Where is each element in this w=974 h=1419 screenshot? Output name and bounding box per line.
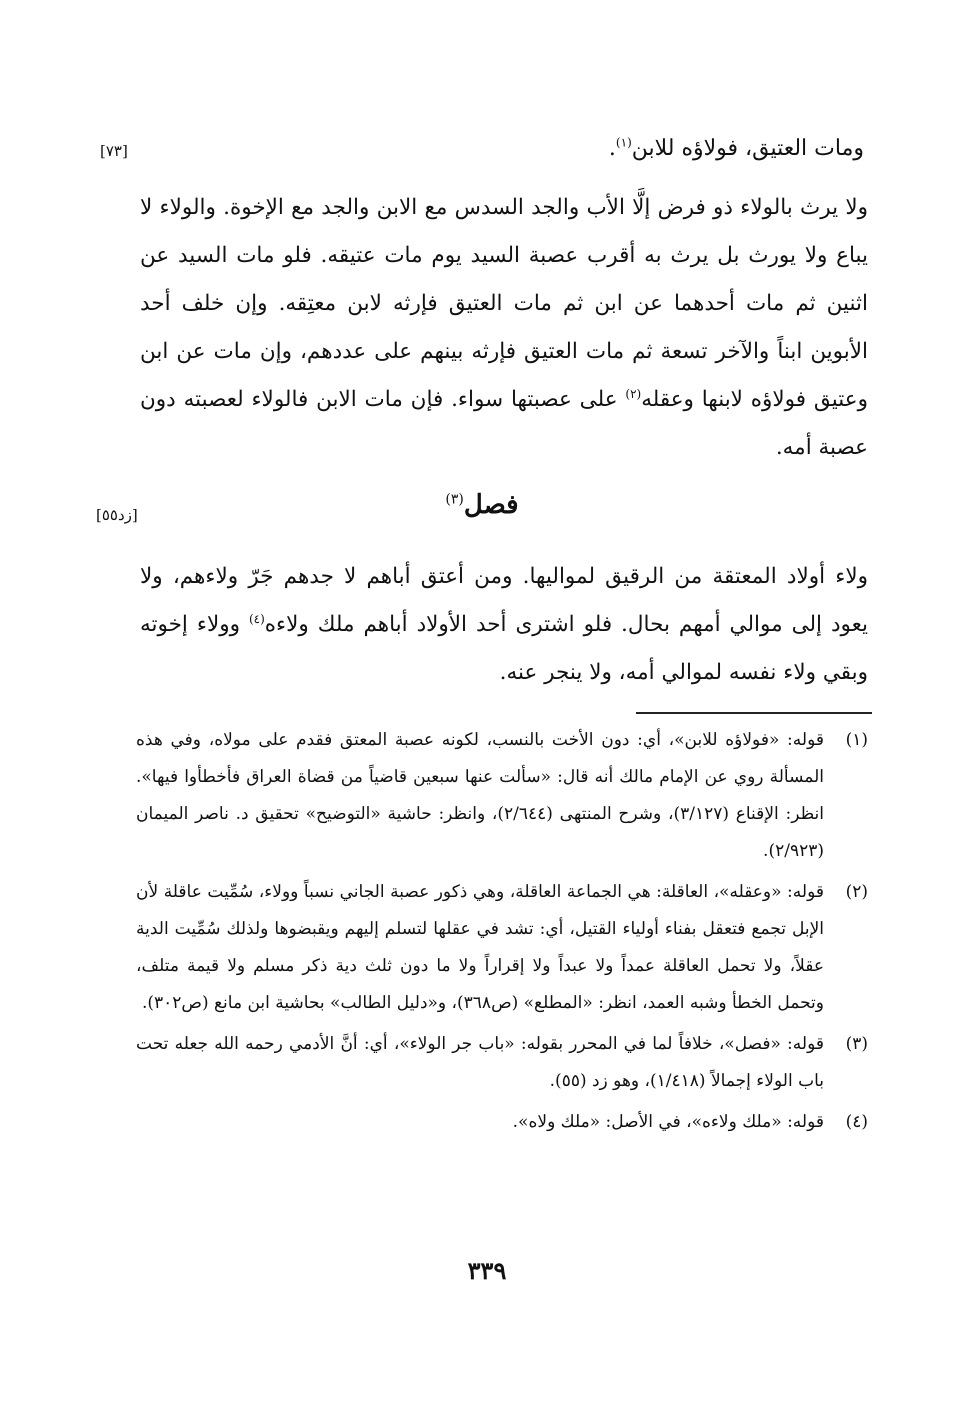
margin-reference-73: [٧٣] [100, 142, 128, 160]
footnote-3 [136, 1026, 868, 1100]
paragraph-wala-children [140, 553, 868, 697]
footnote-ref-1[interactable]: (١) [615, 135, 632, 150]
footnote-number: (٣) [845, 1034, 868, 1054]
paragraph2-text-end: وولاء إخوته وبقي ولاء نفسه لموالي أمه، ولا ينجر عنه. [140, 612, 868, 685]
footnote-2 [136, 874, 868, 1022]
footnote-ref-4[interactable]: (٤) [248, 611, 265, 626]
footnote-number: (٤) [845, 1112, 868, 1132]
section-heading-text: فصل [463, 490, 519, 520]
page-number: ٣٣٩ [467, 1256, 507, 1285]
paragraph1-text-end: على عصبتها سواء. فإن مات الابن فالولاء لعصبته دون عصبة أمه. [140, 387, 868, 460]
first-line [609, 136, 864, 161]
top-line-row [100, 136, 864, 176]
paragraph-wala-inheritance [140, 184, 868, 472]
footnote-number: (١) [845, 730, 868, 750]
paragraph1-text: ولا يرث بالولاء ذو فرض إلَّا الأب والجد السدس مع الابن والجد مع الإخوة. والولاء لا يباع ولا يورث بل يرث به أقرب عصبة السيد يوم مات عتيقه. فلو مات السيد عن اثنين ثم مات أحدهما عن ابن ثم مات العتيق فإرثه لابن معتِقه. وإن خلف أحد الأبوين ابناً والآخر تسعة ثم مات العتيق فإرثه بينهم على عددهم، وإن مات عن ابن وعتيق فولاؤه لابنها وعقله [140, 195, 868, 412]
footnote-text: قوله: «فولاؤه للابن»، أي: دون الأخت بالنسب، لكونه عصبة المعتق فقدم على مولاه، وفي هذه المسألة روي عن الإمام مالك أنه قال: «سألت عنها سبعين قاضياً من قضاة العراق فأخطأوا فيها». انظر: الإقناع (٣/١٢٧)، وشرح المنتهى (٢/٦٤٤)، وانظر: حاشية «التوضيح» تحقيق د. ناصر الميمان (٢/٩٢٣). [136, 730, 824, 861]
footnote-text: قوله: «فصل»، خلافاً لما في المحرر بقوله: «باب جر الولاء»، أي: أنَّ الأدمي رحمه الله جعله تحت باب الولاء إجمالاً (١/٤١٨)، وهو زد (٥٥). [136, 1034, 824, 1091]
section-heading-row [96, 490, 868, 538]
footnote-number: (٢) [845, 882, 868, 902]
margin-reference-zd55: [زد٥٥] [96, 506, 138, 524]
footnote-separator [636, 712, 872, 714]
first-line-end: . [608, 136, 616, 161]
first-line-text: ومات العتيق، فولاؤه للابن [631, 136, 864, 161]
footnotes [136, 722, 868, 1145]
footnote-4 [136, 1104, 868, 1141]
paragraph2-text: ولاء أولاد المعتقة من الرقيق لمواليها. ومن أعتق أباهم لا جدهم جَرّ ولاءهم، ولا يعود إلى موالي أمهم بحال. فلو اشترى أحد الأولاد أباهم ملك ولاءه [140, 564, 869, 637]
footnote-ref-3[interactable]: (٣) [445, 491, 464, 508]
footnote-text: قوله: «ملك ولاءه»، في الأصل: «ملك ولاه». [512, 1112, 824, 1132]
footnote-text: قوله: «وعقله»، العاقلة: هي الجماعة العاقلة، وهي ذكور عصبة الجاني نسباً وولاء، سُمِّيت عاقلة لأن الإبل تجمع فتعقل بفناء أولياء القتيل، أي: تشد في عقلها لتسلم إليهم ويقبضوها ولذلك سُمِّيت الدية عقلاً، ولا تحمل العاقلة عمداً ولا عبداً ولا إقراراً ولا ما دون ثلث دية ذكر مسلم ولا قيمة متلف، وتحمل الخطأ وشبه العمد، انظر: «المطلع» (ص٣٦٨)، و«دليل الطالب» بحاشية ابن مانع (ص٣٠٢). [136, 882, 824, 1013]
footnote-1 [136, 722, 868, 870]
section-heading [96, 490, 868, 520]
footnote-ref-2[interactable]: (٢) [625, 386, 642, 401]
